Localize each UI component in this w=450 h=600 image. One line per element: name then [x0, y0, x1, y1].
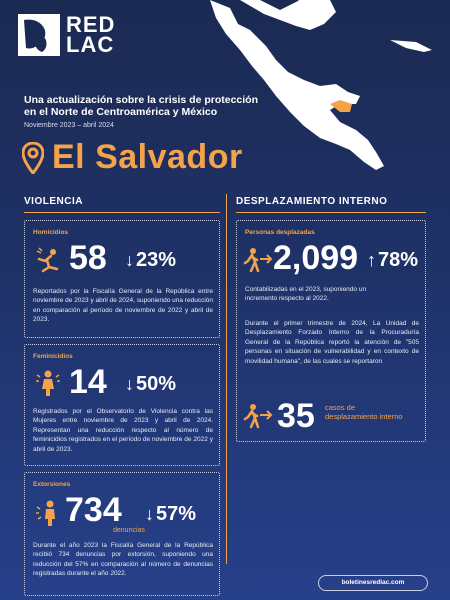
arrow-up-icon: ↑ [367, 250, 376, 270]
extortions-text: Durante el año 2023 la Fiscalía General de la República recibió 734 denuncias por extorsión, suponiendo una reducción del 57% en comparación al número de denuncias registradas durante el año 2022. [33, 542, 213, 578]
displacement-rule [236, 212, 426, 213]
arrow-down-icon: ↓ [125, 374, 134, 394]
displaced-value: 2,099 [273, 239, 359, 277]
extortions-card [24, 472, 220, 596]
arrow-down-icon: ↓ [145, 504, 154, 524]
extortion-person-icon [35, 499, 61, 527]
femicides-label: Feminicidios [33, 353, 73, 360]
displacement-card [236, 220, 426, 442]
extortions-change [145, 503, 196, 526]
headline-line2: en el Norte de Centroamérica y México [24, 106, 218, 118]
displaced-label: Personas desplazadas [245, 229, 315, 236]
violence-rule [24, 212, 220, 213]
displaced-text2: Durante el primer trimestre de 2024, La Unidad de Desplazamiento Forzado Interno de la Procuraduría General de la República reportó la atención de "505 personas en situación de vulnerabilidad y en contexto de movilidad humana", de las cuales se reportaron [245, 320, 419, 365]
violence-title: VIOLENCIA [24, 196, 83, 207]
extortions-change-value: 57% [156, 503, 197, 525]
displaced-text1: Contabilizadas en el 2023, suponiendo un incremento respecto al 2022. [245, 286, 367, 303]
cases-value: 35 [277, 397, 315, 435]
headline-line1: Una actualización sobre la crisis de protección [24, 94, 258, 106]
homicides-change-value: 23% [136, 249, 177, 271]
displacement-title: DESPLAZAMIENTO INTERNO [236, 196, 388, 207]
logo-mark [18, 14, 60, 56]
arrow-down-icon: ↓ [125, 250, 134, 270]
homicides-change [125, 249, 176, 272]
femicides-value: 14 [69, 363, 107, 401]
homicides-label: Homicidios [33, 229, 69, 236]
homicides-text: Reportados por la Fiscalía General de la República entre noviembre de 2023 y abril de 2024, suponiendo una reducción en comparación al período de noviembre de 2022 y abril de 2023. [33, 288, 213, 324]
column-separator [226, 194, 227, 564]
woman-victim-icon [35, 369, 61, 397]
brand-line1: RED [66, 12, 116, 37]
brand-line2: LAC [66, 32, 115, 57]
victim-falling-icon [35, 247, 63, 273]
country-name: El Salvador [52, 138, 243, 176]
displaced-change-value: 78% [378, 249, 419, 271]
redlac-logo [18, 10, 138, 60]
extortions-label: Extorsiones [33, 481, 71, 488]
person-moving-icon [243, 247, 273, 273]
displaced-change [367, 249, 418, 272]
person-moving-icon [243, 403, 273, 429]
extortions-unit: denuncias [113, 527, 145, 534]
femicides-card [24, 344, 220, 466]
homicides-card [24, 220, 220, 338]
femicides-change-value: 50% [136, 373, 177, 395]
extortions-value: 734 [65, 491, 122, 529]
cases-label: casos de desplazamiento interno [325, 403, 403, 421]
femicides-change [125, 373, 176, 396]
femicides-text: Registrados por el Observatorio de Violencia contra las Mujeres entre noviembre de 2023 y abril de 2024. Representan una reducción respecto al número de feminicidios registrados en el período de noviembre de 2022 y abril de 2023. [33, 408, 213, 453]
headline [24, 94, 314, 118]
country-heading [22, 138, 243, 177]
website-link[interactable]: boletinesredlac.com [318, 575, 428, 591]
period: Noviembre 2023 – abril 2024 [24, 122, 114, 129]
homicides-value: 58 [69, 239, 107, 277]
location-pin-icon [22, 142, 44, 174]
